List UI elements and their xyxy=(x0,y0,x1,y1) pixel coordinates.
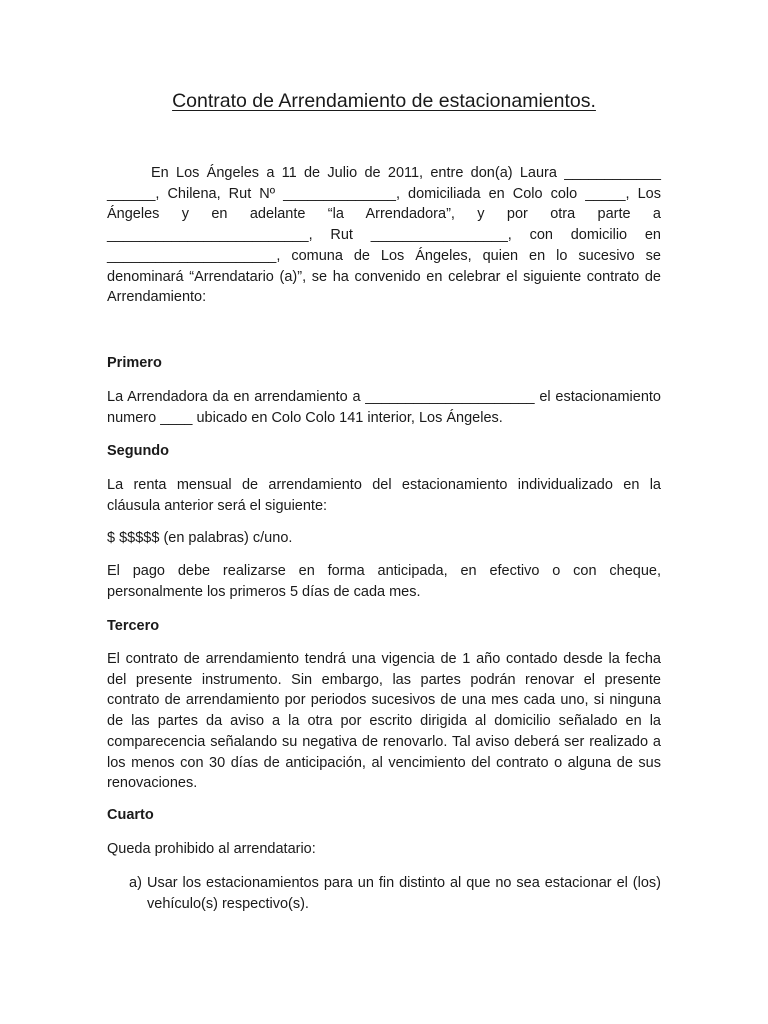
list-marker: a) xyxy=(129,875,142,891)
segundo-paragraph-3: El pago debe realizarse en forma anticipada, en efectivo o con cheque, personalmente los primeros 5 días de cada mes. xyxy=(107,563,661,600)
section-heading-tercero: Tercero xyxy=(107,618,160,634)
tercero-paragraph: El contrato de arrendamiento tendrá una vigencia de 1 año contado desde la fecha del presente instrumento. Sin embargo, las partes podrán renovar el presente contrato de arrendamiento por periodos sucesivos de una mes cada uno, si ninguna de las partes da aviso a la otra por escrito dirigida al domicilio señalado en la comparecencia señalando su negativa de renovarlo. Tal aviso deberá ser realizado a los menos con 30 días de anticipación, al vencimiento del contrato o alguna de sus renovaciones. xyxy=(107,651,661,792)
list-item-text: Usar los estacionamientos para un fin distinto al que no sea estacionar el (los) vehículo(s) respectivo(s). xyxy=(147,875,661,912)
primero-paragraph: La Arrendadora da en arrendamiento a _____________________ el estacionamiento numero ____ ubicado en Colo Colo 141 interior, Los Ángeles. xyxy=(107,389,661,426)
segundo-paragraph-1: La renta mensual de arrendamiento del estacionamiento individualizado en la cláusula anterior será el siguiente: xyxy=(107,477,661,514)
list-item xyxy=(129,873,661,914)
intro-paragraph: En Los Ángeles a 11 de Julio de 2011, entre don(a) Laura ____________ ______, Chilena, Rut Nº ______________, domiciliada en Colo colo _____, Los Ángeles y en adelante “la Arrendadora”, y por otra parte a _________________________, Rut _________________, con domicilio en _____________________, comuna de Los Ángeles, quien en lo sucesivo se denominará “Arrendatario (a)”, se ha convenido en celebrar el siguiente contrato de Arrendamiento: xyxy=(107,165,661,306)
document-title: Contrato de Arrendamiento de estacionamientos. xyxy=(172,90,596,112)
segundo-paragraph-2: $ $$$$$ (en palabras) c/uno. xyxy=(107,530,293,546)
section-heading-primero: Primero xyxy=(107,355,162,371)
section-heading-segundo: Segundo xyxy=(107,443,170,459)
cuarto-paragraph: Queda prohibido al arrendatario: xyxy=(107,841,316,857)
section-heading-cuarto: Cuarto xyxy=(107,807,154,823)
